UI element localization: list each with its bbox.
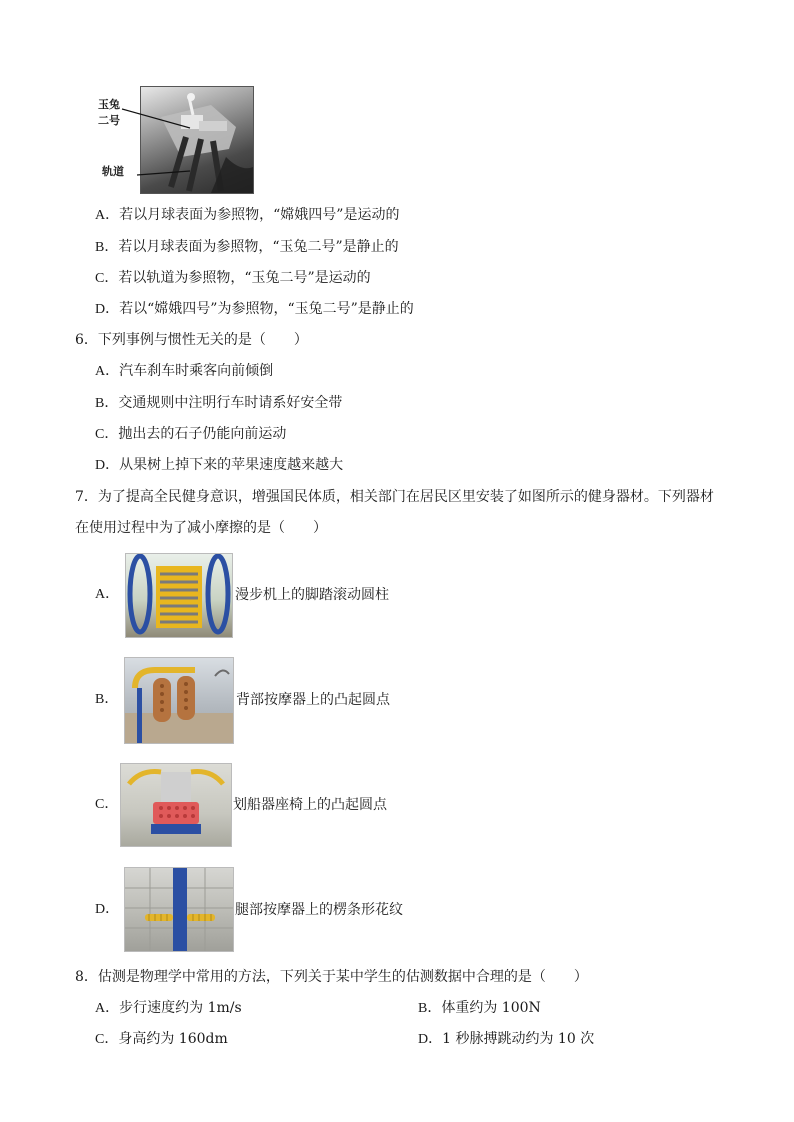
q8-option-b-letter: B． xyxy=(418,1001,442,1016)
q5-option-d-letter: D． xyxy=(95,302,120,317)
q7-option-a-text: 漫步机上的脚踏滚动圆柱 xyxy=(235,587,389,603)
q6-stem: 6．下列事例与惯性无关的是（ ） xyxy=(75,332,308,348)
q6-option-a-letter: A． xyxy=(95,364,120,379)
figure-pointer-lines xyxy=(115,100,195,195)
figure-label-yutu-line2: 二号 xyxy=(98,114,120,127)
q6-option-b-text: 交通规则中注明行车时请系好安全带 xyxy=(118,395,343,411)
q5-option-a-letter: A． xyxy=(95,208,120,223)
q8-option-c-letter: C． xyxy=(95,1032,119,1047)
q8-stem: 8．估测是物理学中常用的方法，下列关于某中学生的估测数据中合理的是（ ） xyxy=(75,969,588,985)
q7-option-b-letter: B． xyxy=(95,692,119,707)
q8-option-a-text: 步行速度约为 1m/s xyxy=(119,1000,242,1016)
q5-option-b-text: 若以月球表面为参照物，“玉兔二号”是静止的 xyxy=(118,239,399,255)
q7-option-b-text: 背部按摩器上的凸起圆点 xyxy=(236,692,390,708)
q6-option-d-letter: D． xyxy=(95,458,120,473)
q5-option-d xyxy=(95,299,414,320)
q5-option-b xyxy=(95,237,399,258)
q7-option-d-letter: D． xyxy=(95,902,120,917)
leg-massager-illustration xyxy=(125,868,233,951)
q8-option-a-letter: A． xyxy=(95,1001,120,1016)
q7-stem-line2: 在使用过程中为了减小摩擦的是（ ） xyxy=(75,520,327,536)
q8-option-a xyxy=(95,998,242,1019)
q8-option-d xyxy=(418,1029,594,1050)
treadmill-rollers-photo xyxy=(125,553,233,638)
q6-option-d-text: 从果树上掉下来的苹果速度越来越大 xyxy=(119,457,344,473)
q8-option-b-text: 体重约为 100N xyxy=(441,1000,541,1016)
q7-stem-line1: 7．为了提高全民健身意识，增强国民体质，相关部门在居民区里安装了如图所示的健身器材。下列器材 xyxy=(75,489,714,505)
rowing-machine-illustration xyxy=(121,764,231,846)
back-massager-photo xyxy=(124,657,234,744)
q6-option-b xyxy=(95,393,342,414)
figure-label-yutu-line1: 玉兔 xyxy=(98,98,120,111)
q5-option-c-text: 若以轨道为参照物，“玉兔二号”是运动的 xyxy=(118,270,371,286)
q7-option-c-letter: C． xyxy=(95,797,119,812)
rowing-seat-photo xyxy=(120,763,232,847)
q5-option-c-letter: C． xyxy=(95,271,119,286)
q5-option-d-text: 若以“嫦娥四号”为参照物，“玉兔二号”是静止的 xyxy=(119,301,414,317)
q8-option-d-letter: D． xyxy=(418,1032,443,1047)
q8-option-c-text: 身高约为 160dm xyxy=(118,1031,228,1047)
q7-option-d-text: 腿部按摩器上的楞条形花纹 xyxy=(235,902,403,918)
q6-option-a xyxy=(95,361,273,382)
q6-option-c-text: 抛出去的石子仍能向前运动 xyxy=(118,426,287,442)
walker-machine-illustration xyxy=(126,554,232,637)
q7-option-a-letter: A． xyxy=(95,587,120,602)
q6-option-b-letter: B． xyxy=(95,396,119,411)
q6-option-c-letter: C． xyxy=(95,427,119,442)
q5-option-c xyxy=(95,268,371,289)
q8-option-b xyxy=(418,998,541,1019)
back-massager-illustration xyxy=(125,658,233,743)
q8-option-d-text: 1 秒脉搏跳动约为 10 次 xyxy=(442,1031,595,1047)
q6-option-a-text: 汽车刹车时乘客向前倾倒 xyxy=(119,363,274,379)
q6-option-d xyxy=(95,455,343,476)
leg-massager-photo xyxy=(124,867,234,952)
q5-option-a-text: 若以月球表面为参照物，“嫦娥四号”是运动的 xyxy=(119,207,400,223)
q8-option-c xyxy=(95,1029,228,1050)
q5-option-a xyxy=(95,205,399,226)
q7-option-c-text: 划船器座椅上的凸起圆点 xyxy=(233,797,387,813)
q6-option-c xyxy=(95,424,286,445)
figure-label-track: 轨道 xyxy=(102,165,124,178)
q5-option-b-letter: B． xyxy=(95,240,119,255)
